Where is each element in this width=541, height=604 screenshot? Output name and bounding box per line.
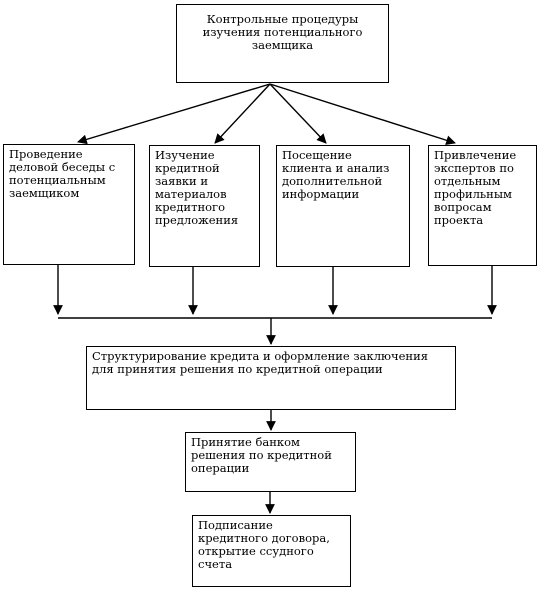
branch-node-label: Привлечение экспертов по отдельным профильным вопросам проекта	[434, 148, 517, 227]
arrow-root-to-branch-1	[78, 84, 270, 142]
branch-node-label: Изучение кредитной заявки и материалов кредитного предложения	[155, 148, 239, 227]
decision-node-label: Принятие банком решения по кредитной операции	[191, 435, 332, 475]
branch-node-label: Посещение клиента и анализ дополнительной информации	[282, 148, 390, 201]
signing-node	[192, 515, 351, 587]
structuring-node-label: Структурирование кредита и оформление заключения для принятия решения по кредитной операции	[92, 349, 429, 376]
decision-node	[185, 432, 356, 492]
root-node-label: Контрольные процедуры изучения потенциального заемщика	[202, 12, 363, 52]
branch-node-credit-application	[149, 145, 260, 267]
structuring-node	[86, 346, 456, 410]
branch-node-client-visit	[276, 145, 410, 267]
root-node	[176, 4, 389, 83]
branch-node-business-conversation	[3, 144, 135, 265]
branch-node-experts	[428, 145, 537, 266]
signing-node-label: Подписание кредитного договора, открытие ссудного счета	[198, 518, 330, 571]
branch-node-label: Проведение деловой беседы с потенциальным заемщиком	[9, 147, 116, 200]
